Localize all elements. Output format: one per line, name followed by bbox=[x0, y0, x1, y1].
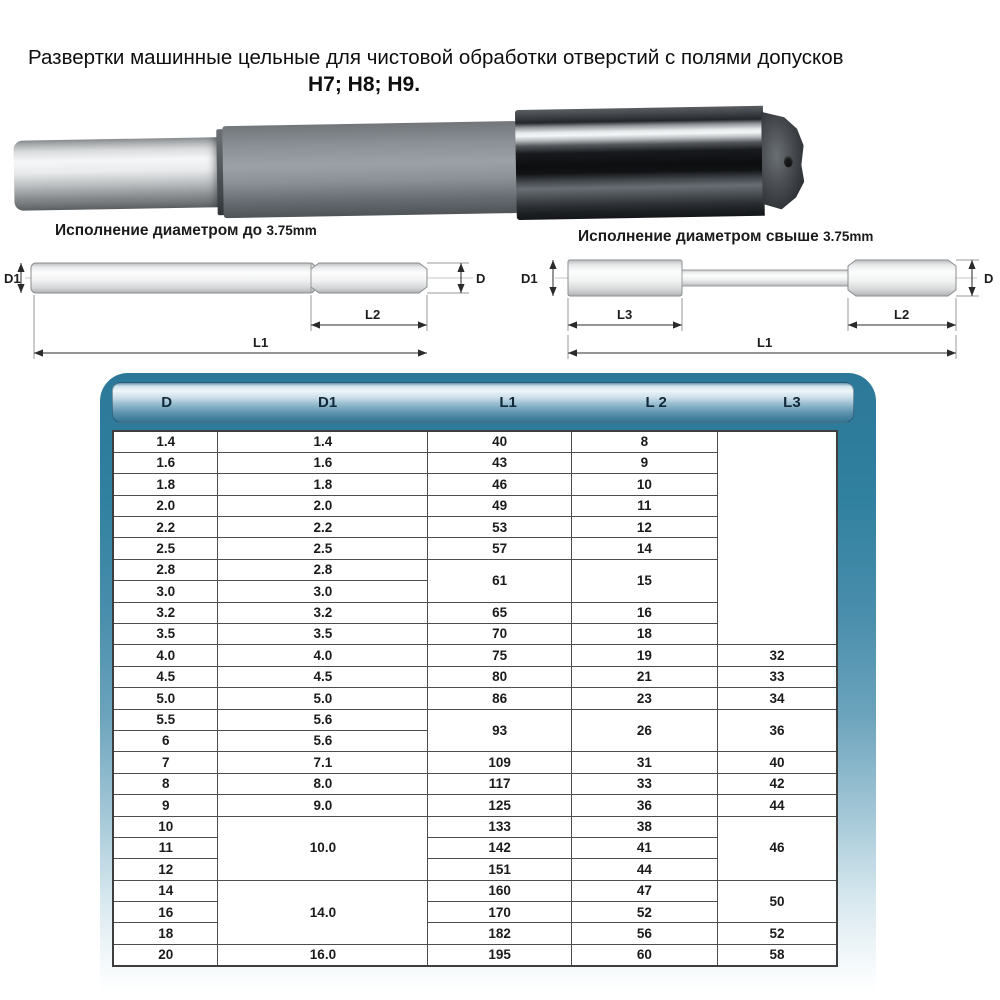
shank-outline bbox=[568, 260, 682, 296]
table-cell: 160 bbox=[428, 880, 571, 901]
table-cell: 18 bbox=[571, 624, 717, 645]
table-cell: 43 bbox=[428, 452, 571, 473]
table-cell: 3.2 bbox=[113, 602, 218, 623]
table-cell: 10 bbox=[113, 816, 218, 837]
table-cell: 21 bbox=[571, 666, 717, 687]
col-header-d1: D1 bbox=[318, 394, 338, 411]
table-row bbox=[113, 688, 837, 709]
table-row bbox=[113, 752, 837, 773]
table-cell: 12 bbox=[571, 517, 717, 538]
table-cell: 2.5 bbox=[218, 538, 428, 559]
table-header bbox=[112, 382, 854, 423]
table-cell: 2.2 bbox=[218, 517, 428, 538]
table-cell: 8 bbox=[571, 431, 717, 452]
table-cell: 1.6 bbox=[113, 452, 218, 473]
table-cell: 14 bbox=[571, 538, 717, 559]
col-header-l3: L3 bbox=[783, 394, 801, 411]
table-cell: 4.5 bbox=[113, 666, 218, 687]
table-cell: 2.8 bbox=[218, 559, 428, 580]
table-cell: 5.6 bbox=[218, 709, 428, 730]
table-cell: 4.0 bbox=[218, 645, 428, 666]
table-cell: 14 bbox=[113, 880, 218, 901]
table-cell: 3.5 bbox=[218, 624, 428, 645]
table-cell: 2.8 bbox=[113, 559, 218, 580]
table-cell: 38 bbox=[571, 816, 717, 837]
table-cell: 1.6 bbox=[218, 452, 428, 473]
reamer-flutes bbox=[515, 106, 765, 220]
table-cell: 5.5 bbox=[113, 709, 218, 730]
table-cell: 46 bbox=[718, 816, 838, 880]
table-cell: 33 bbox=[718, 666, 838, 687]
table-cell: 86 bbox=[428, 688, 571, 709]
table-cell: 3.0 bbox=[218, 581, 428, 602]
table-cell: 3.2 bbox=[218, 602, 428, 623]
table-cell: 32 bbox=[718, 645, 838, 666]
table-cell: 16 bbox=[113, 902, 218, 923]
table-cell: 14.0 bbox=[218, 880, 428, 944]
table-cell: 31 bbox=[571, 752, 717, 773]
table-cell: 52 bbox=[718, 923, 838, 944]
table-cell: 15 bbox=[571, 559, 717, 602]
table-row bbox=[113, 816, 837, 837]
table-cell: 16 bbox=[571, 602, 717, 623]
table-cell: 109 bbox=[428, 752, 571, 773]
diagram-right-caption bbox=[578, 228, 873, 246]
table-cell: 142 bbox=[428, 837, 571, 858]
table-cell: 7.1 bbox=[218, 752, 428, 773]
reamer-shank-outline bbox=[31, 263, 315, 293]
table-cell: 53 bbox=[428, 517, 571, 538]
table-cell: 1.8 bbox=[113, 474, 218, 495]
table-cell: 33 bbox=[571, 773, 717, 794]
diagram-large-diameter bbox=[505, 251, 997, 365]
table-cell: 1.4 bbox=[218, 431, 428, 452]
d-label: D bbox=[984, 271, 994, 286]
table-cell: 60 bbox=[571, 944, 717, 965]
reamer-center-hole bbox=[784, 155, 793, 167]
table-cell: 80 bbox=[428, 666, 571, 687]
table-cell: 57 bbox=[428, 538, 571, 559]
l1-label: L1 bbox=[253, 335, 269, 350]
table-cell: 16.0 bbox=[218, 944, 428, 965]
table-cell: 49 bbox=[428, 495, 571, 516]
table-cell: 182 bbox=[428, 923, 571, 944]
table-cell: 2.5 bbox=[113, 538, 218, 559]
reamer-body bbox=[222, 121, 519, 218]
title-line2: Н7; Н8; Н9. bbox=[308, 73, 421, 96]
table-cell: 8 bbox=[113, 773, 218, 794]
table-row bbox=[113, 666, 837, 687]
table-cell: 75 bbox=[428, 645, 571, 666]
table-cell: 9 bbox=[113, 795, 218, 816]
table-cell: 20 bbox=[113, 944, 218, 965]
table-cell: 36 bbox=[718, 709, 838, 752]
col-header-d: D bbox=[161, 394, 173, 411]
col-header-l2: L 2 bbox=[645, 394, 667, 411]
table-cell: 8.0 bbox=[218, 773, 428, 794]
diagram-small-diameter bbox=[3, 251, 495, 365]
table-row bbox=[113, 795, 837, 816]
table-cell: 2.2 bbox=[113, 517, 218, 538]
table-cell: 170 bbox=[428, 902, 571, 923]
table-cell: 6 bbox=[113, 730, 218, 751]
table-cell: 1.8 bbox=[218, 474, 428, 495]
table-cell: 70 bbox=[428, 624, 571, 645]
table-cell: 1.4 bbox=[113, 431, 218, 452]
table-cell: 3.0 bbox=[113, 581, 218, 602]
cutting-part-outline bbox=[311, 263, 427, 293]
table-body bbox=[113, 431, 837, 966]
table-cell bbox=[718, 431, 838, 645]
table-row bbox=[113, 709, 837, 730]
table-cell: 9 bbox=[571, 452, 717, 473]
table-cell: 26 bbox=[571, 709, 717, 752]
table-cell: 151 bbox=[428, 859, 571, 880]
reamer-shank bbox=[13, 137, 220, 211]
table-cell: 117 bbox=[428, 773, 571, 794]
page-title bbox=[0, 46, 1000, 97]
d1-label: D1 bbox=[4, 271, 21, 286]
table-cell: 44 bbox=[718, 795, 838, 816]
table-cell: 40 bbox=[428, 431, 571, 452]
diagram-left-caption-text: Исполнение диаметром до bbox=[55, 222, 263, 239]
table-row bbox=[113, 645, 837, 666]
table-cell: 61 bbox=[428, 559, 571, 602]
table-cell: 9.0 bbox=[218, 795, 428, 816]
table-cell: 56 bbox=[571, 923, 717, 944]
table-cell: 23 bbox=[571, 688, 717, 709]
table-row bbox=[113, 773, 837, 794]
l2-label: L2 bbox=[365, 307, 381, 322]
diagram-left-caption-value: 3.75mm bbox=[266, 223, 317, 238]
table-cell: 12 bbox=[113, 859, 218, 880]
diagram-left-caption bbox=[55, 222, 317, 240]
d-label: D bbox=[476, 271, 486, 286]
table-cell: 4.0 bbox=[113, 645, 218, 666]
dimensions-table bbox=[112, 430, 838, 967]
table-row bbox=[113, 944, 837, 965]
table-cell: 52 bbox=[571, 902, 717, 923]
l1-label: L1 bbox=[757, 335, 773, 350]
table-cell: 5.0 bbox=[218, 688, 428, 709]
table-cell: 40 bbox=[718, 752, 838, 773]
table-cell: 42 bbox=[718, 773, 838, 794]
d1-label: D1 bbox=[521, 271, 538, 286]
l2-label: L2 bbox=[894, 307, 910, 322]
table-cell: 10.0 bbox=[218, 816, 428, 880]
col-header-l1: L1 bbox=[499, 394, 517, 411]
table-cell: 36 bbox=[571, 795, 717, 816]
table-cell: 4.5 bbox=[218, 666, 428, 687]
diagram-right-caption-value: 3.75mm bbox=[823, 229, 874, 244]
cutting-part-outline bbox=[848, 260, 956, 296]
table-cell: 133 bbox=[428, 816, 571, 837]
table-cell: 10 bbox=[571, 474, 717, 495]
table-panel bbox=[100, 373, 876, 993]
table-row bbox=[113, 880, 837, 901]
table-cell: 47 bbox=[571, 880, 717, 901]
table-cell: 93 bbox=[428, 709, 571, 752]
reamer-photo bbox=[9, 103, 799, 241]
reamer-end-face bbox=[761, 111, 805, 210]
table-cell: 2.0 bbox=[218, 495, 428, 516]
neck-outline bbox=[682, 270, 850, 286]
table-cell: 11 bbox=[113, 837, 218, 858]
table-cell: 11 bbox=[571, 495, 717, 516]
table-cell: 5.0 bbox=[113, 688, 218, 709]
table-cell: 44 bbox=[571, 859, 717, 880]
table-cell: 65 bbox=[428, 602, 571, 623]
table-cell: 41 bbox=[571, 837, 717, 858]
table-cell: 7 bbox=[113, 752, 218, 773]
table-cell: 18 bbox=[113, 923, 218, 944]
table-cell: 5.6 bbox=[218, 730, 428, 751]
table-cell: 34 bbox=[718, 688, 838, 709]
table-cell: 46 bbox=[428, 474, 571, 495]
l3-label: L3 bbox=[617, 307, 633, 322]
table-cell: 58 bbox=[718, 944, 838, 965]
table-cell: 2.0 bbox=[113, 495, 218, 516]
table-row bbox=[113, 431, 837, 452]
diagram-right-caption-text: Исполнение диаметром свыше bbox=[578, 228, 819, 245]
table-cell: 195 bbox=[428, 944, 571, 965]
table-cell: 19 bbox=[571, 645, 717, 666]
table-cell: 3.5 bbox=[113, 624, 218, 645]
table-cell: 125 bbox=[428, 795, 571, 816]
table-cell: 50 bbox=[718, 880, 838, 923]
title-line1: Развертки машинные цельные для чистовой обработки отверстий с полями допусков bbox=[28, 46, 844, 69]
